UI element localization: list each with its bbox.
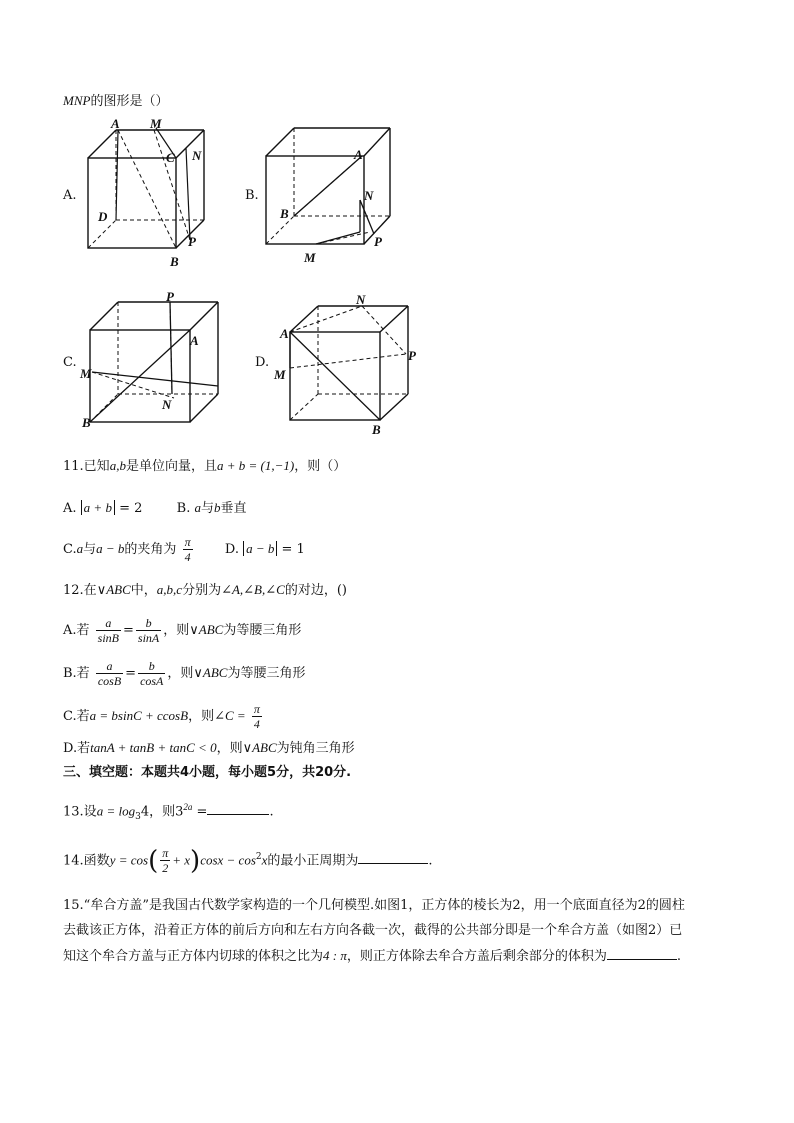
q12-B-label: B.若	[63, 666, 90, 681]
q12-D-end: 为钝角三角形	[276, 741, 355, 756]
point-a: A	[190, 333, 199, 348]
q10-mnp: MNP	[63, 93, 91, 108]
q12-tri: ∨ABC	[96, 582, 131, 597]
q12-B-tail: ，则	[167, 666, 194, 681]
q11-vars: a,b	[109, 458, 126, 473]
q14-end: .	[428, 853, 433, 869]
q12-option-b: B.若 $\frac{a}{\cos B}$ = $\frac{b}{\cos A}$ ，则∨ABC为等腰三角形	[63, 659, 306, 688]
q12-C-label: C.若	[63, 709, 90, 724]
point-d: D	[98, 209, 108, 224]
q11-optD-val: = 1	[281, 542, 305, 557]
q15-line2: 去截该正方体，沿着正方体的前后方向和左右方向各截一次，截得的公共部分即是一个牟合方盖（如图2）已	[63, 923, 683, 938]
point-m: M	[150, 118, 162, 131]
point-a: A	[111, 118, 120, 131]
frac-num: b	[138, 659, 165, 674]
q12-stem	[63, 581, 347, 600]
q11-options-ab	[63, 499, 247, 518]
point-m: M	[80, 366, 92, 381]
q13-eq: =	[196, 804, 208, 820]
frac-num: π	[162, 846, 169, 861]
q14-plus: + x	[172, 852, 191, 868]
q11-optC-tail: 的夹角为	[124, 542, 177, 557]
q12-D-tail: ，则	[216, 741, 243, 756]
q12-D-tri: ∨ABC	[242, 740, 277, 755]
q11-optC-expr: a − b	[96, 541, 125, 556]
q15-line1: 15.“牟合方盖”是我国古代数学家构造的一个几何模型.如图1，正方体的棱长为2，用一个底面直径为2的圆柱	[63, 898, 685, 913]
q13	[63, 798, 274, 826]
frac-den: 2	[162, 861, 169, 876]
q10-figure-b	[258, 120, 398, 268]
q12-D-label: D.若	[63, 741, 91, 756]
q12-option-a: A.若 $\frac{a}{\sin B}$ = $\frac{b}{\sin A}$ ，则∨ABC为等腰三角形	[63, 616, 302, 645]
point-b: B	[82, 415, 91, 430]
q11-optB-tail: 垂直	[220, 501, 247, 516]
q12-mid: 中，	[130, 583, 157, 598]
q14-sq: 2	[255, 852, 262, 862]
frac-den: cosB	[97, 674, 122, 688]
q11-mid: 是单位向量，且	[125, 459, 217, 474]
q12-option-d	[63, 739, 355, 758]
q12-A-tail: ，则	[163, 623, 190, 638]
q14-fraction	[160, 846, 170, 875]
q12-B-frac1	[96, 659, 123, 688]
q13-expr: a = log	[96, 803, 136, 819]
point-b: B	[280, 206, 289, 221]
point-p: P	[188, 234, 196, 249]
q13-prefix: 13.设	[63, 804, 97, 820]
point-a: A	[280, 326, 289, 341]
q12-C-fraction	[252, 702, 262, 731]
q10-option-c-label: C.	[63, 355, 77, 370]
q14-tail: 的最小正周期为	[267, 853, 359, 869]
q11-optD-expr: a − b	[243, 541, 277, 556]
q12-B-frac2	[138, 659, 165, 688]
q11-prefix: 11.已知	[63, 459, 110, 474]
q12-A-frac1	[96, 616, 121, 645]
q12-A-end: 为等腰三角形	[223, 623, 302, 638]
q10-figure-a	[78, 118, 218, 270]
q12-C-tail: ，则	[188, 709, 215, 724]
q12-A-frac2	[136, 616, 161, 645]
q14-y: y = cos	[109, 852, 149, 868]
frac-den: sinB	[97, 631, 120, 645]
point-n: N	[192, 148, 202, 163]
point-c: C	[166, 150, 175, 165]
q10-figure-c	[78, 290, 228, 432]
point-n: N	[364, 188, 374, 203]
q11-optA-val: = 2	[119, 501, 143, 516]
point-b: B	[372, 422, 381, 437]
q15-answer-blank[interactable]	[607, 947, 677, 960]
q11-stem	[63, 457, 346, 476]
q14-answer-blank[interactable]	[358, 851, 428, 864]
q11-options-cd	[63, 532, 305, 567]
q12-C-angle: ∠C =	[214, 708, 246, 723]
point-n: N	[356, 292, 366, 307]
q12-sides: a,b,c	[156, 582, 183, 597]
point-n: N	[162, 397, 172, 412]
q15-line3b: ，则正方体除去牟合方盖后剩余部分的体积为	[346, 949, 607, 964]
q13-arg: 4	[140, 804, 150, 820]
frac-den: 4	[184, 550, 191, 564]
q12-suffix: 的对边，()	[284, 583, 347, 598]
q15	[63, 893, 738, 969]
q12-C-expr: a = bsinC + ccosB	[89, 708, 189, 723]
q11-optC-fraction	[183, 535, 193, 564]
q13-base: 3	[135, 811, 141, 822]
q11-eq: a + b = (1,−1)	[216, 458, 295, 473]
q11-suffix: ，则（）	[294, 459, 347, 474]
frac-num: π	[184, 535, 191, 549]
q13-power-base: 3	[175, 804, 184, 820]
q15-line3	[63, 943, 738, 969]
frac-num: a	[96, 659, 123, 674]
q14-rest: cosx − cos	[200, 852, 256, 868]
q11-optC-label: C.	[63, 542, 77, 557]
q15-end: .	[676, 949, 682, 964]
q10-option-d-label: D.	[255, 355, 270, 370]
q11-optB-label: B.	[176, 501, 191, 516]
point-p: P	[408, 348, 416, 363]
q13-mid: ，则	[149, 804, 176, 820]
q14-x: x	[261, 852, 268, 868]
q14-prefix: 14.函数	[63, 853, 110, 869]
q11-optB-text: 与	[201, 501, 215, 516]
q12-D-expr: tanA + tanB + tanC < 0	[90, 740, 217, 755]
point-a: A	[354, 147, 363, 162]
point-p: P	[166, 290, 174, 304]
q12-prefix: 12.在	[63, 583, 97, 598]
frac-den: 4	[253, 717, 260, 731]
q10-option-b-label: B.	[245, 188, 259, 203]
q12-angles: ∠A,∠B,∠C	[221, 582, 285, 597]
q10-option-a-label: A.	[63, 188, 77, 203]
frac-num: a	[96, 616, 121, 631]
frac-den: cosA	[140, 674, 164, 688]
frac-num: b	[136, 616, 161, 631]
q11-optA-label: A.	[63, 501, 77, 516]
q11-optB-b: b	[214, 500, 221, 515]
q13-power-exp: 2a	[183, 802, 193, 812]
q10-figure-d	[268, 292, 418, 437]
q11-optA-expr: a + b	[81, 500, 115, 515]
q14: 14.函数y = cos( $\frac{\pi}{2}$ + $x)\cos x - \cos^2x$的最小正周期为 .	[63, 845, 433, 876]
frac-num: π	[253, 702, 260, 716]
point-m: M	[304, 250, 316, 265]
q10-stem	[63, 92, 168, 111]
q11-optD-label: D.	[224, 542, 239, 557]
q10-stem-text: 的图形是（）	[90, 94, 169, 109]
point-p: P	[374, 234, 382, 249]
q12-B-end: 为等腰三角形	[227, 666, 306, 681]
q11-optB-a: a	[194, 500, 201, 515]
point-b: B	[170, 254, 179, 269]
q12-A-label: A.若	[63, 623, 90, 638]
q12-B-tri: ∨ABC	[193, 665, 228, 680]
section-heading: 三、填空题：本题共4小题，每小题5分，共20分.	[63, 765, 352, 780]
point-m: M	[274, 367, 286, 382]
q13-end: .	[269, 804, 274, 820]
q11-optC-a: a	[76, 541, 84, 556]
q12-option-c	[63, 698, 264, 735]
q12-A-tri: ∨ABC	[189, 622, 224, 637]
q11-optC-text: 与	[83, 542, 97, 557]
q15-line3a: 知这个牟合方盖与正方体内切球的体积之比为	[63, 949, 324, 964]
q15-ratio: 4 : π	[323, 948, 347, 963]
q12-mid2: 分别为	[182, 583, 222, 598]
frac-den: sinA	[137, 631, 160, 645]
q13-answer-blank[interactable]	[207, 802, 269, 815]
